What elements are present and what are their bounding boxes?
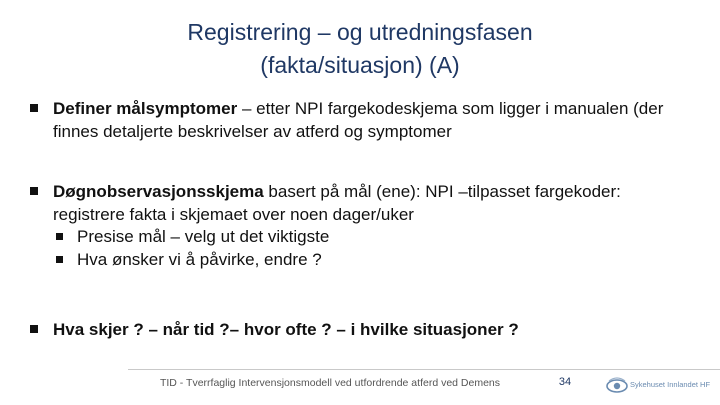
bullet-marker	[30, 104, 38, 112]
page-number: 34	[558, 376, 572, 388]
bullet-2-bold: Døgnobservasjonsskjema	[53, 182, 264, 201]
sub-bullet-1-text: Presise mål – velg ut det viktigste	[77, 227, 330, 246]
footer-divider	[128, 369, 720, 370]
footer-text: TID - Tverrfaglig Intervensjonsmodell ved utfordrende atferd ved Demens	[159, 377, 501, 389]
bullet-1-text: – etter NPI fargekodeskjema som ligger i manualen (der finnes detaljerte beskrivelser av atferd og symptomer	[53, 99, 664, 141]
bullet-1	[30, 98, 690, 143]
sub-bullet-2-text: Hva ønsker vi å påvirke, endre ?	[77, 249, 322, 269]
bullet-1-bold: Definer målsymptomer	[53, 99, 238, 118]
bullet-marker	[30, 187, 38, 195]
slide-title	[80, 16, 640, 82]
slide-title-line-2: (fakta/situasjon) (A)	[260, 52, 460, 78]
hospital-logo	[606, 374, 718, 398]
sub-bullet-marker	[56, 256, 63, 263]
bullet-2-text: basert på mål (ene): NPI –tilpasset fargekoder: registrere fakta i skjemaet over noen dager/uker	[53, 182, 621, 224]
sub-bullet-marker	[56, 233, 63, 240]
eye-logo-icon	[606, 374, 628, 396]
bullet-3-bold: Hva skjer ? – når tid ?– hvor ofte ? – i hvilke situasjoner ?	[53, 320, 519, 339]
bullet-2	[30, 181, 690, 271]
slide-title-line-1: Registrering – og utredningsfasen	[187, 19, 533, 45]
sub-bullet-2	[77, 249, 690, 272]
logo-text: Sykehuset Innlandet HF	[630, 380, 711, 389]
bullet-marker	[30, 325, 38, 333]
sub-bullet-1	[77, 226, 690, 249]
bullet-3	[30, 319, 690, 342]
